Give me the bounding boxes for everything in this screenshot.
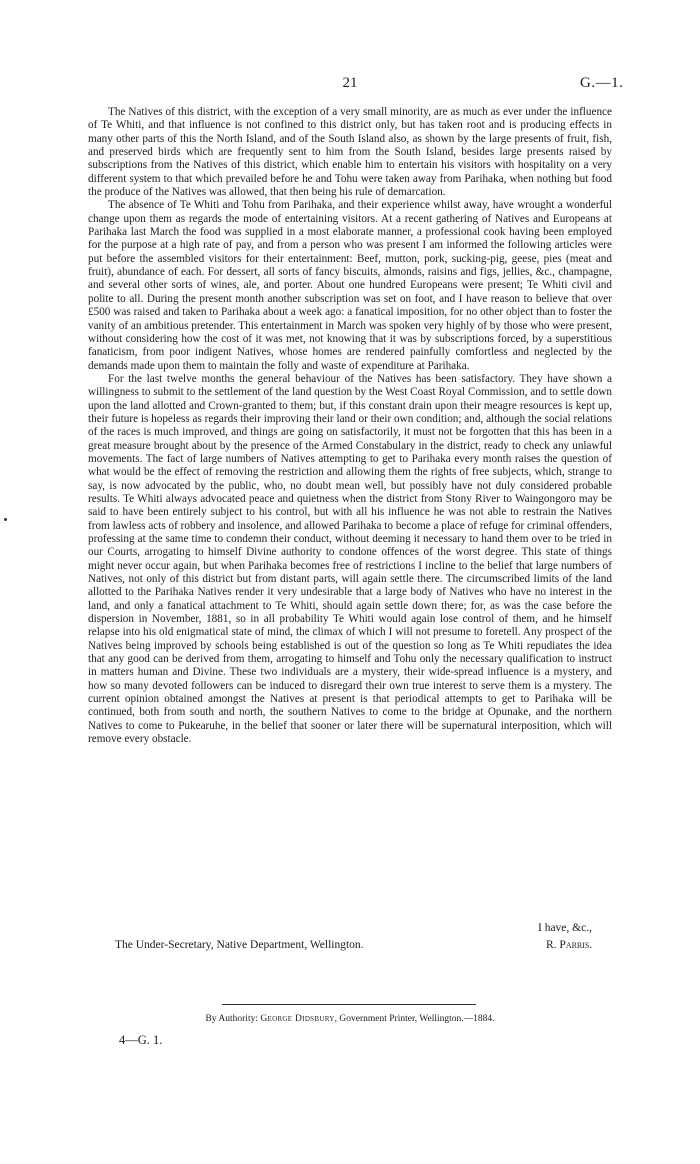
imprint-prefix: By Authority:: [205, 1014, 261, 1024]
imprint-suffix: , Government Printer, Wellington.—1884.: [334, 1014, 495, 1024]
sheet-mark: 4—G. 1.: [119, 1033, 163, 1047]
footer-rule: [222, 1004, 476, 1005]
paragraph-1: The Natives of this district, with the exception of a very small minority, are as much as ever under the influence of Te Whiti, and that influence is not confined to this district only, but has taken root and is producing effects in many other parts of this the North Island, and of the South Island also, as shown by the large presents of fruit, fish, and preserved birds which are frequently sent to him from the South Island, besides large presents raised by subscriptions from the Natives of this district, which enable him to entertain his visitors with hospitality on a very different system to that which prevailed before he and Tohu were taken away from Parihaka, when nothing but food the produce of the Natives was allowed, that then being his rule of demarcation.: [88, 106, 612, 199]
margin-mark: [4, 518, 7, 521]
signature: R. Parris.: [546, 939, 593, 951]
printer-imprint: [0, 1014, 700, 1024]
letter-body: [88, 106, 612, 747]
paragraph-3: For the last twelve months the general behaviour of the Natives has been satisfactory. They have shown a willingness to submit to the settlement of the land question by the West Coast Royal Commission, and to settle down upon the land allotted and Crown-granted to them; but, if this constant drain upon their meagre resources is kept up, their future is hopeless as regards their improving their land or their own condition; and, although the social relations of the races is much improved, and things are going on satisfactorily, it must not be forgotten that this has been in a great measure brought about by the presence of the Armed Constabulary in the district, ready to check any unlawful movements. The fact of large numbers of Natives attempting to get to Parihaka every month raises the question of what would be the effect of removing the restriction and allowing them the rights of free subjects, which, strange to say, is now advocated by the public, who, no doubt mean well, but possibly have not duly considered probable results. Te Whiti always advocated peace and quietness when the district from Stony River to Waingongoro may be said to have been entirely subject to his control, but with all his influence he was not able to restrain the Natives from lawless acts of robbery and insolence, and allowed Parihaka to become a place of refuge for criminal offenders, professing at the same time to condemn their conduct, without deeming it necessary to hand them over to be tried in our Courts, arrogating to himself Divine authority to condone offences of the worst degree. This state of things might never occur again, but when Parihaka becomes free of restrictions I incline to the belief that large numbers of Natives, not only of this district but from distant parts, will again settle there. The circumscribed limits of the land allotted to the Parihaka Natives render it very undesirable that a large body of Natives who have no interest in the land, and only a fanatical attachment to Te Whiti, should again settle down there; for, as was the case before the dispersion in November, 1881, so in all probability Te Whiti would again lose control of them, and he himself relapse into his old enigmatical state of mind, the climax of which I will not presume to foretell. Any prospect of the Natives being improved by schools being established is out of the question so long as Te Whiti repudiates the idea that any good can be derived from them, arrogating to himself and Tohu only the necessary qualification to instruct in matters human and Divine. These two individuals are a mystery, their wide-spread influence is a mystery, and how so many devoted followers can be induced to disregard their own true interest to serve them is a mystery. The current opinion obtained amongst the Natives at present is that periodical attempts to get to Parihaka will be continued, both from south and north, the southern Natives to come to the bridge at Opunake, and the northern Natives to come to Pukearuhe, in the belief that sooner or later there will be supernatural interposition, which will remove every obstacle.: [88, 372, 612, 746]
document-reference: G.—1.: [580, 75, 624, 91]
paragraph-2: The absence of Te Whiti and Tohu from Parihaka, and their experience whilst away, have wrought a wonderful change upon them as regards the mode of entertaining visitors. At a recent gathering of Natives and Europeans at Parihaka last March the food was supplied in a most elaborate manner, a professional cook having been employed for the purpose at a high rate of pay, and from a person who was present I am informed the following articles were put before the assembled visitors for their entertainment: Beef, mutton, pork, sucking-pig, geese, pies (meat and fruit), abundance of each. For dessert, all sorts of fancy biscuits, almonds, raisins and figs, jellies, &c., champagne, and several other sorts of wines, ale, and porter. About one hundred Europeans were present; Te Whiti civil and polite to all. During the present month another subscription was set on foot, and I have reason to believe that over £500 was raised and taken to Parihaka about a week ago: a fanatical imposition, for no other object than to foster the vanity of an ambitious pretender. This entertainment in March was spoken very highly of by those who were present, without considering how the cost of it was met, not knowing that it was by subscriptions forced, by a superstitious fanaticism, from poor indigent Natives, whose homes are rendered painfully comfortless and neglected by the demands made upon them to maintain the folly and waste of expenditure at Parihaka.: [88, 199, 612, 372]
addressee: The Under-Secretary, Native Department, Wellington.: [115, 939, 364, 951]
page-number: 21: [342, 75, 358, 91]
printer-name: George Didsbury: [260, 1014, 335, 1024]
valediction: I have, &c.,: [538, 922, 592, 934]
